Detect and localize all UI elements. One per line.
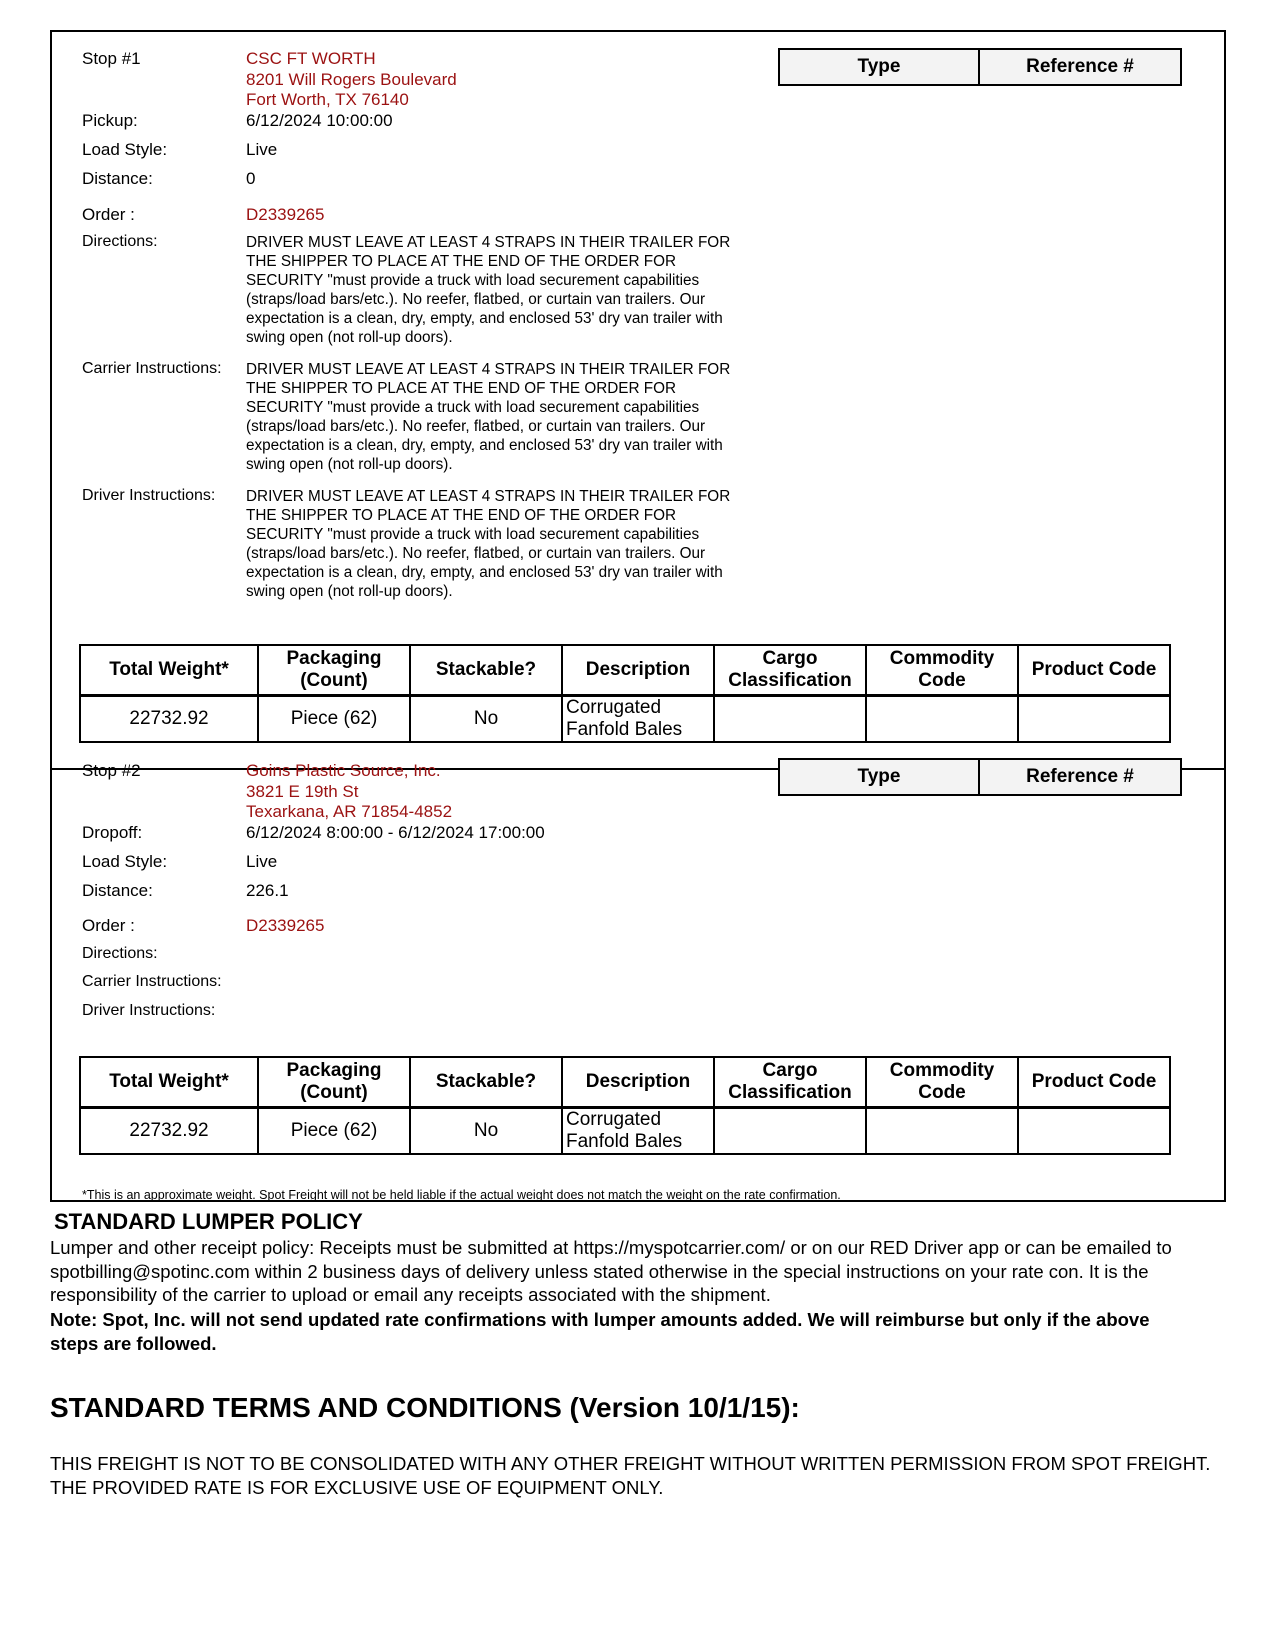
cargo-classification-header: Cargo Classification (714, 645, 866, 696)
terms-heading: STANDARD TERMS AND CONDITIONS (Version 10/1/15): (50, 1392, 800, 1423)
stop-1-section (50, 30, 1226, 770)
directions-text: DRIVER MUST LEAVE AT LEAST 4 STRAPS IN THEIR TRAILER FOR THE SHIPPER TO PLACE AT THE END OF THE ORDER FOR SECURITY "must provide a truck with load securement capabilities (straps/load bars/etc.). No reefer, flatbed, or curtain van trailers. Our expectation is a clean, dry, empty, and enclosed 53' dry van trailer with swing open (not roll-up doors). (246, 234, 731, 346)
description-header: Description (562, 645, 714, 696)
description-cell: Corrugated Fanfold Bales (562, 1108, 714, 1155)
stackable-header: Stackable? (410, 1057, 562, 1108)
terms-text: THIS FREIGHT IS NOT TO BE CONSOLIDATED WITH ANY OTHER FREIGHT WITHOUT WRITTEN PERMISSION FROM SPOT FREIGHT. THE PROVIDED RATE IS FOR EXCLUSIVE USE OF EQUIPMENT ONLY. (50, 1453, 1211, 1498)
cargo-classification-header: Cargo Classification (714, 1057, 866, 1108)
stop-label: Stop #1 (82, 49, 141, 68)
order-label: Order : (82, 205, 135, 224)
stop-address-line-1: 8201 Will Rogers Boulevard (246, 70, 457, 89)
product-code-cell (1018, 1108, 1170, 1155)
product-code-header: Product Code (1018, 1057, 1170, 1108)
freight-table (79, 644, 1171, 743)
stackable-cell: No (410, 1108, 562, 1155)
distance-value: 0 (246, 169, 256, 188)
directions-label: Directions: (82, 945, 158, 962)
pickup-time: 6/12/2024 10:00:00 (246, 111, 393, 130)
freight-table (79, 1056, 1171, 1155)
pickup-label: Pickup: (82, 111, 138, 130)
cargo-classification-cell (714, 696, 866, 743)
stop-address-line-2: Texarkana, AR 71854-4852 (246, 802, 453, 821)
freight-header-row (80, 1057, 1170, 1108)
stackable-cell: No (410, 696, 562, 743)
load-style-value: Live (246, 140, 278, 159)
driver-instructions-label: Driver Instructions: (82, 487, 216, 504)
lumper-policy-heading: STANDARD LUMPER POLICY (54, 1209, 363, 1234)
description-header: Description (562, 1057, 714, 1108)
carrier-instructions-label: Carrier Instructions: (82, 973, 222, 990)
freight-header-row (80, 645, 1170, 696)
directions-label: Directions: (82, 233, 158, 250)
driver-instructions-label: Driver Instructions: (82, 1002, 216, 1019)
order-label: Order : (82, 916, 135, 935)
packaging-header: Packaging (Count) (258, 645, 410, 696)
table-row (80, 1108, 1170, 1155)
load-style-label: Load Style: (82, 140, 168, 159)
commodity-code-cell (866, 1108, 1018, 1155)
reference-header: Reference # (979, 49, 1181, 85)
order-number: D2339265 (246, 205, 325, 224)
weight-footnote: *This is an approximate weight. Spot Freight will not be held liable if the actual weight does not match the weight on the rate confirmation. (82, 1188, 841, 1202)
stop-address-line-1: 3821 E 19th St (246, 782, 359, 801)
product-code-cell (1018, 696, 1170, 743)
reference-table (778, 758, 1182, 796)
dropoff-time: 6/12/2024 8:00:00 - 6/12/2024 17:00:00 (246, 823, 545, 842)
reference-table (778, 48, 1182, 86)
order-number: D2339265 (246, 916, 325, 935)
distance-label: Distance: (82, 881, 153, 900)
commodity-code-header: Commodity Code (866, 1057, 1018, 1108)
carrier-instructions-text: DRIVER MUST LEAVE AT LEAST 4 STRAPS IN THEIR TRAILER FOR THE SHIPPER TO PLACE AT THE END OF THE ORDER FOR SECURITY "must provide a truck with load securement capabilities (straps/load bars/etc.). No reefer, flatbed, or curtain van trailers. Our expectation is a clean, dry, empty, and enclosed 53' dry van trailer with swing open (not roll-up doors). (246, 361, 731, 473)
type-header: Type (779, 759, 979, 795)
distance-value: 226.1 (246, 881, 289, 900)
stop-address-line-2: Fort Worth, TX 76140 (246, 90, 409, 109)
packaging-cell: Piece (62) (258, 1108, 410, 1155)
total-weight-header: Total Weight* (80, 1057, 258, 1108)
stop-label: Stop #2 (82, 761, 141, 780)
total-weight-cell: 22732.92 (80, 696, 258, 743)
lumper-policy-note: Note: Spot, Inc. will not send updated rate confirmations with lumper amounts added. We will reimburse but only if the above steps are followed. (50, 1309, 1150, 1354)
commodity-code-header: Commodity Code (866, 645, 1018, 696)
packaging-header: Packaging (Count) (258, 1057, 410, 1108)
driver-instructions-text: DRIVER MUST LEAVE AT LEAST 4 STRAPS IN THEIR TRAILER FOR THE SHIPPER TO PLACE AT THE END OF THE ORDER FOR SECURITY "must provide a truck with load securement capabilities (straps/load bars/etc.). No reefer, flatbed, or curtain van trailers. Our expectation is a clean, dry, empty, and enclosed 53' dry van trailer with swing open (not roll-up doors). (246, 488, 731, 600)
table-row (80, 696, 1170, 743)
stop-2-section (50, 761, 1226, 1202)
cargo-classification-cell (714, 1108, 866, 1155)
description-cell: Corrugated Fanfold Bales (562, 696, 714, 743)
total-weight-cell: 22732.92 (80, 1108, 258, 1155)
stackable-header: Stackable? (410, 645, 562, 696)
stop-name: CSC FT WORTH (246, 49, 376, 68)
distance-label: Distance: (82, 169, 153, 188)
stop-name: Goins Plastic Source, Inc. (246, 761, 441, 780)
reference-header: Reference # (979, 759, 1181, 795)
packaging-cell: Piece (62) (258, 696, 410, 743)
load-style-label: Load Style: (82, 852, 168, 871)
dropoff-label: Dropoff: (82, 823, 143, 842)
total-weight-header: Total Weight* (80, 645, 258, 696)
carrier-instructions-label: Carrier Instructions: (82, 360, 222, 377)
commodity-code-cell (866, 696, 1018, 743)
lumper-policy-text: Lumper and other receipt policy: Receipts must be submitted at https://myspotcarrier.com/ or on our RED Driver app or can be emailed to spotbilling@spotinc.com within 2 business days of delivery unless stated otherwise in the special instructions on your rate con. It is the responsibility of the carrier to upload or email any receipts associated with the shipment. (50, 1237, 1172, 1305)
load-style-value: Live (246, 852, 278, 871)
type-header: Type (779, 49, 979, 85)
product-code-header: Product Code (1018, 645, 1170, 696)
